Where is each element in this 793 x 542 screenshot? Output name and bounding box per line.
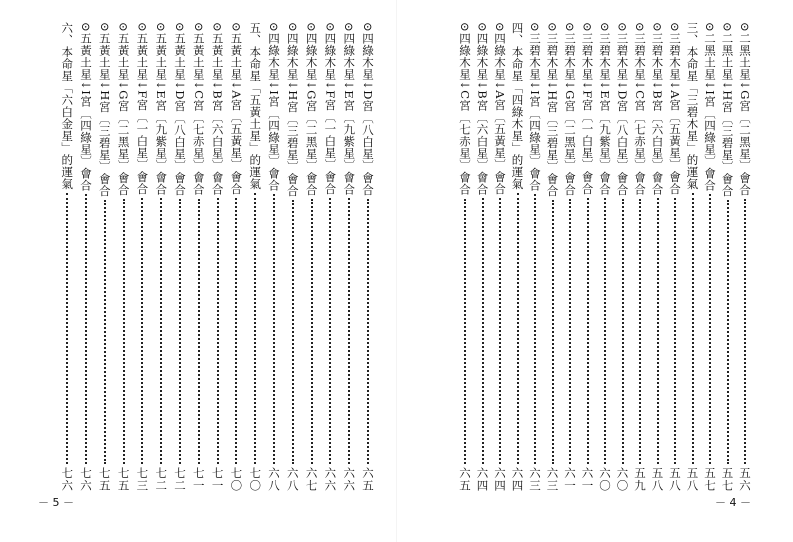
toc-entry — [455, 22, 475, 492]
toc-entry-page: 五七 — [703, 467, 717, 492]
toc-entry — [700, 22, 720, 492]
dot-leader — [179, 199, 181, 464]
toc-entry-title: ⊙二黑土星↓G宮〔二黑星〕會合 — [738, 22, 752, 196]
toc-entry-title: ⊙四綠木星↓A宮〔五黃星〕會合 — [493, 22, 507, 196]
dot-leader — [254, 193, 256, 464]
toc-entry-page: 七一 — [191, 467, 206, 492]
toc-entry-page: 五九 — [633, 467, 647, 492]
toc-entry — [339, 22, 359, 492]
dot-leader — [692, 193, 694, 464]
toc-entry-page: 六八 — [285, 467, 300, 492]
toc-entry-title: ⊙四綠木星↓G宮〔二黑星〕會合 — [304, 22, 319, 196]
toc-entry-page: 六七 — [304, 467, 319, 492]
toc-entry-title: ⊙五黃土星↓E宮〔九紫星〕會合 — [154, 22, 169, 196]
toc-entry — [578, 22, 598, 492]
dot-leader — [217, 198, 219, 464]
toc-entry-page: 六五 — [458, 467, 472, 492]
toc-entry-title: ⊙三碧木星↓D宮〔八白星〕會合 — [615, 22, 630, 196]
toc-entry-title: ⊙四綠木星↓C宮〔七赤星〕會合 — [458, 22, 472, 196]
toc-entry — [189, 22, 209, 492]
toc-entry-page: 七五 — [116, 467, 131, 492]
right-page — [397, 0, 793, 542]
toc-entry — [358, 22, 378, 492]
dot-leader — [552, 200, 554, 464]
toc-entry-title: ⊙三碧木星↓B宮〔六白星〕會合 — [650, 22, 665, 196]
toc-entry-page: 六四 — [475, 467, 490, 492]
toc-entry-title: ⊙五黃土星↓B宮〔六白星〕會合 — [210, 22, 225, 196]
dot-leader — [569, 199, 571, 464]
toc-entry-page: 五七 — [720, 467, 735, 492]
left-page — [0, 0, 396, 542]
toc-entry-page: 七六 — [60, 467, 75, 492]
dot-leader — [744, 199, 746, 464]
toc-entry-page: 六一 — [563, 467, 577, 492]
dot-leader — [273, 194, 275, 464]
toc-entry — [226, 22, 246, 492]
toc-entry — [245, 22, 265, 492]
dot-leader — [104, 200, 106, 464]
toc-entry-page: 七二 — [173, 467, 187, 492]
toc-entry — [560, 22, 580, 492]
dot-leader — [587, 198, 589, 464]
toc-entry-title: 五、本命星「五黃土星」的運氣 — [248, 22, 263, 190]
toc-entry-title: 三、本命星「三碧木星」的運氣 — [685, 22, 700, 190]
toc-entry-title: ⊙五黃土星↓F宮〔一白星〕會合 — [135, 22, 150, 195]
toc-entry-title: ⊙三碧木星↓A宮〔五黃星〕會合 — [668, 22, 682, 196]
toc-entry-title: ⊙四綠木星↓E宮〔九紫星〕會合 — [342, 22, 357, 196]
toc-entry — [490, 22, 510, 492]
toc-entry-title: 六、本命星「六白金星」的運氣 — [60, 22, 75, 190]
toc-entry-title: ⊙五黃土星↓I宮〔四綠星〕會合 — [79, 22, 93, 192]
dot-leader — [482, 198, 484, 464]
toc-entry-title: ⊙四綠木星↓I宮〔四綠星〕會合 — [267, 22, 281, 192]
toc-entry — [525, 22, 545, 492]
toc-entry-page: 六六 — [323, 467, 338, 492]
toc-entry-title: ⊙三碧木星↓H宮〔三碧星〕會合 — [545, 22, 560, 197]
toc-entry-title: ⊙四綠木星↓D宮〔八白星〕會合 — [361, 22, 375, 196]
toc-entry-title: 四、本命星「四綠木星」的運氣 — [510, 22, 525, 190]
toc-entry-title: ⊙四綠木星↓B宮〔六白星〕會合 — [475, 22, 490, 196]
toc-entry-title: ⊙五黃土星↓H宮〔三碧星〕會合 — [97, 22, 112, 197]
toc-entry-title: ⊙三碧木星↓G宮〔二黑星〕會合 — [563, 22, 577, 196]
toc-entry-page: 六〇 — [615, 467, 630, 492]
toc-entry — [595, 22, 615, 492]
toc-entry-page: 六八 — [267, 467, 281, 492]
toc-entry-page: 五八 — [685, 467, 700, 492]
toc-entry — [57, 22, 77, 492]
toc-entry — [95, 22, 115, 492]
dot-leader — [235, 198, 237, 464]
toc-entry-title: ⊙五黃土星↓D宮〔八白星〕會合 — [173, 22, 187, 196]
toc-entry — [648, 22, 668, 492]
dot-leader — [311, 199, 313, 464]
dot-leader — [604, 198, 606, 464]
toc-entry-page: 七〇 — [229, 467, 244, 492]
dot-leader — [622, 199, 624, 464]
dot-leader — [517, 193, 519, 464]
dot-leader — [160, 198, 162, 464]
toc-entry-page: 七二 — [154, 467, 169, 492]
toc-entry-page: 六五 — [361, 467, 375, 492]
toc-entry-title: ⊙二黑土星↓H宮〔三碧星〕會合 — [720, 22, 735, 197]
toc-entry-title: ⊙四綠木星↓H宮〔三碧星〕會合 — [285, 22, 300, 197]
toc-entry — [170, 22, 190, 492]
toc-entry — [208, 22, 228, 492]
toc-entry-page: 六四 — [510, 467, 525, 492]
dot-leader — [198, 199, 200, 464]
toc-entry-title: ⊙三碧木星↓E宮〔九紫星〕會合 — [598, 22, 612, 196]
toc-entry-page: 五八 — [668, 467, 682, 492]
toc-entry-page: 七〇 — [248, 467, 263, 492]
toc-entry — [508, 22, 528, 492]
dot-leader — [464, 199, 466, 464]
toc-entry-title: ⊙五黃土星↓C宮〔七赤星〕會合 — [191, 22, 206, 196]
toc-entry-page: 六一 — [580, 467, 595, 492]
dot-leader — [727, 200, 729, 464]
toc-entry — [473, 22, 493, 492]
dot-leader — [709, 194, 711, 464]
toc-entry-page: 六六 — [342, 467, 357, 492]
page-number-left: － 5 － — [38, 496, 74, 509]
toc-entry — [264, 22, 284, 492]
toc-entry-page: 六〇 — [598, 467, 612, 492]
toc-entry — [76, 22, 96, 492]
toc-entry — [683, 22, 703, 492]
dot-leader — [639, 199, 641, 464]
page-number-right: － 4 － — [715, 496, 751, 509]
toc-entry-title: ⊙五黃土星↓A宮〔五黃星〕會合 — [229, 22, 244, 196]
dot-leader — [348, 198, 350, 464]
toc-entry — [543, 22, 563, 492]
toc-entry-page: 七三 — [135, 467, 150, 492]
toc-entry — [114, 22, 134, 492]
dot-leader — [367, 199, 369, 464]
toc-entry — [735, 22, 755, 492]
toc-entry-page: 六四 — [493, 467, 507, 492]
toc-entry-page: 七一 — [210, 467, 225, 492]
toc-entry-title: ⊙三碧木星↓I宮〔四綠星〕會合 — [528, 22, 542, 192]
toc-entry-title: ⊙三碧木星↓C宮〔七赤星〕會合 — [633, 22, 647, 196]
toc-entry — [613, 22, 633, 492]
toc-entry — [283, 22, 303, 492]
toc-entry-page: 七五 — [97, 467, 112, 492]
toc-entry — [151, 22, 171, 492]
toc-entry-title: ⊙五黃土星↓G宮〔二黑星〕會合 — [116, 22, 131, 196]
toc-entry-page: 六三 — [545, 467, 560, 492]
dot-leader — [657, 198, 659, 464]
toc-entry — [665, 22, 685, 492]
toc-entry — [302, 22, 322, 492]
toc-entry — [630, 22, 650, 492]
toc-entry-title: ⊙四綠木星↓F宮〔一白星〕會合 — [323, 22, 338, 195]
toc-entry — [320, 22, 340, 492]
toc-entry-page: 五八 — [650, 467, 665, 492]
toc-entry — [718, 22, 738, 492]
dot-leader — [329, 198, 331, 464]
dot-leader — [534, 194, 536, 464]
dot-leader — [141, 198, 143, 464]
dot-leader — [85, 194, 87, 464]
toc-entry-page: 六三 — [528, 467, 542, 492]
dot-leader — [499, 198, 501, 464]
toc-entry — [132, 22, 152, 492]
dot-leader — [674, 198, 676, 464]
toc-entry-title: ⊙三碧木星↓F宮〔一白星〕會合 — [580, 22, 595, 195]
dot-leader — [292, 200, 294, 464]
toc-entry-page: 五六 — [738, 467, 752, 492]
toc-entry-title: ⊙二黑土星↓I宮〔四綠星〕會合 — [703, 22, 717, 192]
dot-leader — [123, 199, 125, 464]
dot-leader — [66, 193, 68, 464]
toc-entry-page: 七六 — [79, 467, 93, 492]
